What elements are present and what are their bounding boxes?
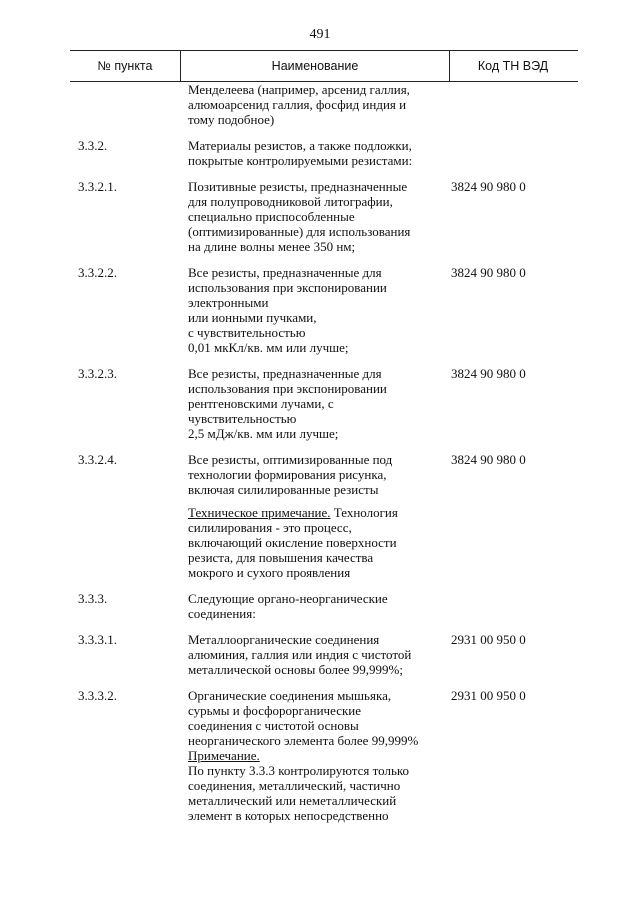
table-row: [70, 452, 578, 580]
name-line: соединения:: [188, 606, 256, 621]
name-line: Все резисты, оптимизированные под: [188, 452, 393, 467]
name-line: Все резисты, предназначенные для: [188, 366, 382, 381]
name-line: неорганического элемента более 99,999%: [188, 733, 419, 748]
name-line: соединения с чистотой основы: [188, 718, 359, 733]
row-name: [188, 366, 450, 441]
name-line: Менделеева (например, арсенид галлия,: [188, 82, 410, 97]
name-line: 2,5 мДж/кв. мм или лучше;: [188, 426, 339, 441]
row-code: 2931 00 950 0: [451, 688, 526, 703]
name-line: электронными: [188, 295, 269, 310]
table-row: [70, 82, 578, 127]
note-line: мокрого и сухого проявления: [188, 565, 351, 580]
note-first-line: [188, 748, 450, 763]
row-code: 2931 00 950 0: [451, 632, 526, 647]
note-first-line: [188, 505, 450, 520]
note-line: силилирования - это процесс,: [188, 520, 352, 535]
note-block: [188, 505, 450, 580]
header-number: № пункта: [97, 59, 153, 73]
header-name: Наименование: [180, 51, 450, 81]
note-line: По пункту 3.3.3 контролируются только: [188, 763, 410, 778]
row-number: 3.3.2.2.: [78, 265, 117, 280]
note-line: соединения, металлический, частично: [188, 778, 401, 793]
name-line: использования при экспонировании: [188, 381, 387, 396]
table-row: [70, 688, 578, 823]
row-code: 3824 90 980 0: [451, 179, 526, 194]
name-line: рентгеновскими лучами, с: [188, 396, 334, 411]
name-line: (оптимизированные) для использования: [188, 224, 411, 239]
name-line: чувствительностью: [188, 411, 297, 426]
row-code: 3824 90 980 0: [451, 366, 526, 381]
name-line: на длине волны менее 350 нм;: [188, 239, 356, 254]
row-name: [188, 265, 450, 355]
name-line: тому подобное): [188, 112, 275, 127]
table-row: [70, 265, 578, 355]
note-line: металлический или неметаллический: [188, 793, 397, 808]
table-row: [70, 632, 578, 677]
note-line: элемент в которых непосредственно: [188, 808, 389, 823]
note-first-line-rest: Технология: [330, 505, 398, 520]
name-line: Позитивные резисты, предназначенные: [188, 179, 408, 194]
note-block: [188, 748, 450, 823]
name-line: покрытые контролируемыми резистами:: [188, 153, 413, 168]
table-row: [70, 591, 578, 621]
row-number: 3.3.2.4.: [78, 452, 117, 467]
row-number: 3.3.2.: [78, 138, 108, 153]
note-label: Примечание.: [188, 748, 260, 763]
name-line: сурьмы и фосфорорганические: [188, 703, 362, 718]
table-row: [70, 366, 578, 441]
table-body: [70, 82, 578, 834]
name-line: Материалы резистов, а также подложки,: [188, 138, 412, 153]
row-number: 3.3.3.1.: [78, 632, 117, 647]
name-line: использования при экспонировании: [188, 280, 387, 295]
name-line: алюминия, галлия или индия с чистотой: [188, 647, 412, 662]
row-code: 3824 90 980 0: [451, 265, 526, 280]
note-line: включающий окисление поверхности: [188, 535, 397, 550]
name-line: с чувствительностью: [188, 325, 306, 340]
name-line: Металлоорганические соединения: [188, 632, 380, 647]
name-line: металлической основы более 99,999%;: [188, 662, 404, 677]
name-line: или ионными пучками,: [188, 310, 317, 325]
header-code: Код ТН ВЭД: [477, 59, 549, 73]
page-number: 491: [309, 27, 331, 42]
name-line: для полупроводниковой литографии,: [188, 194, 393, 209]
note-label: Техническое примечание.: [188, 505, 331, 520]
row-name: [188, 452, 450, 580]
row-name: [188, 138, 450, 168]
row-name: [188, 591, 450, 621]
name-line: Органические соединения мышьяка,: [188, 688, 392, 703]
name-line: специально приспособленные: [188, 209, 355, 224]
table-row: [70, 179, 578, 254]
row-name: [188, 688, 450, 823]
name-line: алюмоарсенид галлия, фосфид индия и: [188, 97, 407, 112]
name-line: 0,01 мкКл/кв. мм или лучше;: [188, 340, 349, 355]
row-name: [188, 632, 450, 677]
table-header: [70, 50, 578, 82]
row-number: 3.3.3.: [78, 591, 108, 606]
table-row: [70, 138, 578, 168]
name-line: включая силилированные резисты: [188, 482, 379, 497]
note-line: резиста, для повышения качества: [188, 550, 374, 565]
name-line: Все резисты, предназначенные для: [188, 265, 382, 280]
name-line: Следующие органо-неорганические: [188, 591, 388, 606]
row-number: 3.3.3.2.: [78, 688, 117, 703]
row-name: [188, 179, 450, 254]
row-code: 3824 90 980 0: [451, 452, 526, 467]
row-number: 3.3.2.1.: [78, 179, 117, 194]
name-line: технологии формирования рисунка,: [188, 467, 387, 482]
row-name: [188, 82, 450, 127]
row-number: 3.3.2.3.: [78, 366, 117, 381]
